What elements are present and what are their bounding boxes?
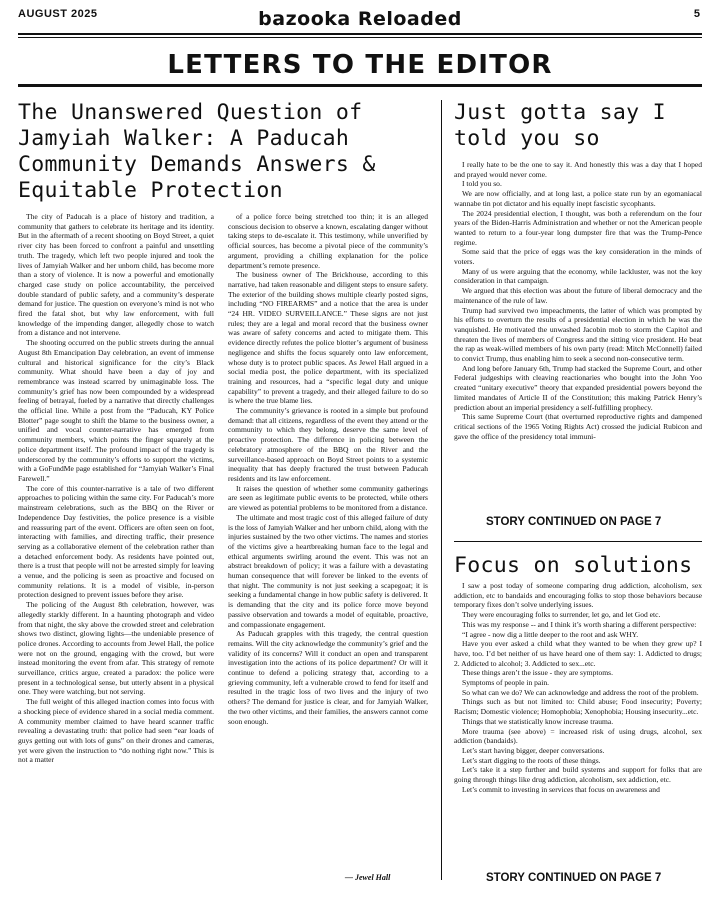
header-rule-thin — [18, 37, 702, 38]
paragraph: The shooting occurred on the public streets during the annual August 8th Emancipation Day celebration, an event of immense cultural and historical significance for the city’s Black community. What should have been a day of joy and remembrance was instead scarred by unimaginable loss. The community’s grief has now been compounded by a widespread feeling of betrayal, fueled by a narrative that directly challenges the official line. While a post from the “Paducah, KY Police Blotter” page sought to shift the blame to the business owner, a unified and vocal counter-narrative has emerged from community members, which points the finger squarely at the police department itself. The profound impact of the tragedy is underscored by the community’s efforts to support the victims, with a GoFundMe page established for “Jamyiah Walker’s Final Farewell.” — [18, 338, 214, 483]
section-title: LETTERS TO THE EDITOR — [167, 50, 553, 80]
column-divider — [441, 100, 442, 880]
main-letter-signature: — Jewel Hall — [345, 873, 391, 882]
paragraph: As Paducah grapples with this tragedy, the central question remains. Will the city acknowledge the community’s grief and the validity of its concerns? Will it conduct an open and transparent investigation into the actions of its police department? Or will it continue to defend a policing strategy that, according to a grieving community, left a vulnerable crowd to fend for itself and resulted in the tragic loss of two lives and the injury of two others? The demand for justice is clear, and for Jamyiah Walker, the two other victims, and their families, the answers cannot come soon enough. — [228, 629, 428, 726]
paragraph: Let’s commit to investing in services that focus on awareness and — [462, 784, 660, 794]
page-number: 5 — [693, 8, 700, 20]
header-rule — [18, 33, 702, 35]
paragraph: “I agree - now dig a little deeper to the root and ask WHY. — [462, 629, 639, 639]
paragraph: Let’s start digging to the roots of these things. — [462, 755, 601, 765]
paragraph: of a police force being stretched too thin; it is an alleged conscious decision to observe a known, escalating danger without taking steps to de-escalate it. This testimony, while unverified by official sources, has become a pivotal piece of the community’s argument, providing a chilling explanation for the police department’s remote presence. — [228, 212, 428, 270]
paragraph: This was my response -- and I think it’s worth sharing a different perspective: — [462, 619, 697, 629]
paragraph: Trump had survived two impeachments, the latter of which was prompted by his efforts to overturn the results of a presidential election in which he was the vanquished. He motivated the unwashed Jacobin mob to storm the Capitol and threaten the lives of members of Congress and the sitting vice president. He beat the rap as weak-willed members of his own party (read: Mitch McConnell) failed to convict Trump, thus enabling him to seek a second non-consecutive term. — [454, 305, 702, 364]
paragraph: The policing of the August 8th celebration, however, was allegedly starkly different. In a haunting photograph and video from that night, the sky above the crowded street and celebration shows two distinct, glowing lights—the undeniable presence of police drones. According to accounts from Jewel Hall, the police were not on the ground, engaging with the crowd, but were instead monitoring the event from afar. This strategy of remote surveillance, critics argue, created a paradox: the police were present in a technological sense, but utterly absent in a physical one. They were watching, but not serving. — [18, 600, 214, 697]
paragraph: The community’s grievance is rooted in a simple but profound demand: that all citizens, regardless of the event they attend or the community to which they belong, deserve the same level of proactive protection. The difference in policing between the celebratory atmosphere of the BBQ on the River and the surveillance-based approach on Boyd Street points to a systemic inequality that has deeply fractured the trust between Paducah residents and its law enforcement. — [228, 406, 428, 483]
paragraph: More trauma (see above) = increased risk of using drugs, alcohol, sex addiction (bandaids). — [454, 726, 702, 746]
paragraph: Have you ever asked a child what they wanted to be when they grew up? I have, too. I’d bet neither of us have heard one of them say: 1. Addicted to drugs; 2. Addicted to alcohol; 3. Addicted to sex...etc. — [454, 639, 702, 668]
paragraph: The ultimate and most tragic cost of this alleged failure of duty is the loss of Jamyiah Walker and her unborn child, along with the injuries sustained by the two other victims. The names and stories of the victims give a heartbreaking human face to the legal and ethical arguments swirling around the event. This was not an abstract breakdown of policy; it was a failure with a devastating human consequence that will forever be linked to the events of that night. The community is not just seeking a scapegoat; it is seeking a fundamental change in how public safety is delivered. It is demanding that the city and its police force move beyond passive observation and towards a model of equitable, proactive, and compassionate engagement. — [228, 512, 428, 629]
paragraph: I really hate to be the one to say it. And honestly this was a day that I hoped and prayed would never come. — [454, 160, 702, 179]
section-rule — [18, 84, 702, 87]
main-letter-column-2 — [228, 212, 428, 726]
paragraph: The core of this counter-narrative is a tale of two different approaches to policing within the same city. For Paducah’s more mainstream celebrations, such as the BBQ on the River or Independence Day festivities, the police presence is a visible and reassuring part of the event. Officers are often seen on foot, interacting with families, and directing traffic, their presence serving as a collaborative element of the celebration rather than a detached enforcement body. As residents have pointed out, there is a trust that people will not be arrested simply for leaving a venue, and the policing is seen as proactive and focused on community relations. It is a model of visible, in-person protection designed to prevent issues before they arise. — [18, 483, 214, 600]
publication-name: bazooka Reloaded — [258, 8, 462, 30]
paragraph: Some said that the price of eggs was the key consideration in the minds of voters. — [454, 247, 702, 267]
paragraph: It raises the question of whether some community gatherings are seen as legitimate public events to be protected, while others are viewed as potential problems to be monitored from a distance. — [228, 483, 428, 513]
letter-divider — [454, 541, 702, 542]
paragraph: Symptoms of people in pain. — [462, 678, 549, 688]
main-letter-column-1 — [18, 212, 214, 765]
letter-three-body — [454, 581, 702, 794]
paragraph: The city of Paducah is a place of history and tradition, a community that gathers to celebrate its heritage and its identity. But in the aftermath of a recent shooting on Boyd Street, a quiet river city has been forced to confront a painful and unsettling truth. The tragedy, which left two people injured and took the lives of Jamyiah Walker and her unborn child, has become more than a story of violence. It is now a powerful and emotionally charged case study on police accountability, the perceived double standard of public safety, and a community’s desperate demand for justice. The question on everyone’s mind is not who fired the fatal shot, but why law enforcement, with full knowledge of the impending danger, allegedly chose to watch from a distance and not intervene. — [18, 212, 214, 338]
paragraph: This same Supreme Court (that overturned reproductive rights and dampened critical sections of the 1965 Voting Rights Act) crossed the judicial Rubicon and gave the office of the presidency total immuni- — [454, 412, 702, 441]
issue-date: AUGUST 2025 — [18, 8, 98, 20]
paragraph: I told you so. — [462, 179, 502, 189]
paragraph: Things that we statistically know increase trauma. — [462, 716, 614, 726]
paragraph: Let’s start having bigger, deeper conversations. — [462, 745, 605, 755]
paragraph: The business owner of The Brickhouse, according to this narrative, had taken reasonable and diligent steps to ensure safety. The exterior of the building shows multiple clearly posted signs, including “NO FIREARMS” and a notice that the area is under “24 HR. VIDEO SURVEILLANCE.” These signs are not just rules; they are a legal and moral record that the business owner was aware of safety concerns and acted to mitigate them. This evidence directly refutes the police blotter’s argument of business negligence and shifts the focus squarely onto law enforcement, whose duty is to protect public spaces. As Jewel Hall argued in a social media post, the police department, with its specialized training and resources, had a “specific legal duty and unique capability” to prevent a tragedy, and their alleged failure to do so is where the true blame lies. — [228, 270, 428, 406]
paragraph: So what can we do? We can acknowledge and address the root of the problem. — [462, 687, 699, 697]
letter-three-headline: Focus on solutions — [454, 553, 693, 578]
paragraph: Many of us were arguing that the economy, while lackluster, was not the key consideration in that campaign. — [454, 266, 702, 286]
main-headline: The Unanswered Question of Jamyiah Walker: A Paducah Community Demands Answers & Equitable Protection — [18, 100, 376, 203]
paragraph: I saw a post today of someone comparing drug addiction, alcoholism, sex addiction, etc to bandaids and encouraging folks to stop those behaviors because temporary fixes don’t solve underlying issues. — [454, 581, 702, 610]
letter-two-headline: Just gotta say I told you so — [454, 100, 666, 151]
letter-two-continued: STORY CONTINUED ON PAGE 7 — [486, 516, 662, 528]
paragraph: We are now officially, and at long last, a police state run by an egomaniacal wannabe tin pot dictator and his equally inept fascistic sycophants. — [454, 189, 702, 208]
paragraph: The 2024 presidential election, I thought, was both a referendum on the four years of the Biden-Harris Administration and whether or not the American people wanted to return to a four-year long dumpster fire that was the Trump-Pence regime. — [454, 208, 702, 247]
paragraph: And long before January 6th, Trump had stacked the Supreme Court, and other Federal judgeships with cleaving reactionaries who bought into the John Yoo created “unitary executive” theory that expanded presidential powers beyond the limited mandates of Article II of the Constitution; this making Patrick Henry’s prediction about an imperial presidency a self-fulfilling prophecy. — [454, 363, 702, 412]
paragraph: Things such as but not limited to: Child abuse; Food insecurity; Poverty; Racism; Domestic violence; Homophobia; Xenophobia; Housing insecurity...etc. — [454, 697, 702, 717]
paragraph: Let’s take it a step further and build systems and support for folks that are going through things like drug addiction, alcoholism, sex addiction, etc. — [454, 765, 702, 785]
paragraph: The full weight of this alleged inaction comes into focus with a shocking piece of evidence shared in a social media comment. A community member claimed to have heard scanner traffic revealing a devastating truth: that police had seen “ear loads of guys getting out with lots of guns” on their drones and cameras, yet were given the instruction to “do nothing right now.” This is not a matter — [18, 697, 214, 765]
letter-two-body — [454, 160, 702, 441]
paragraph: They were encouraging folks to surrender, let go, and let God etc. — [462, 610, 661, 620]
paragraph: These things aren’t the issue - they are symptoms. — [462, 668, 613, 678]
paragraph: We argued that this election was about the future of liberal democracy and the maintenance of the rule of law. — [454, 286, 702, 305]
letter-three-continued: STORY CONTINUED ON PAGE 7 — [486, 872, 662, 884]
